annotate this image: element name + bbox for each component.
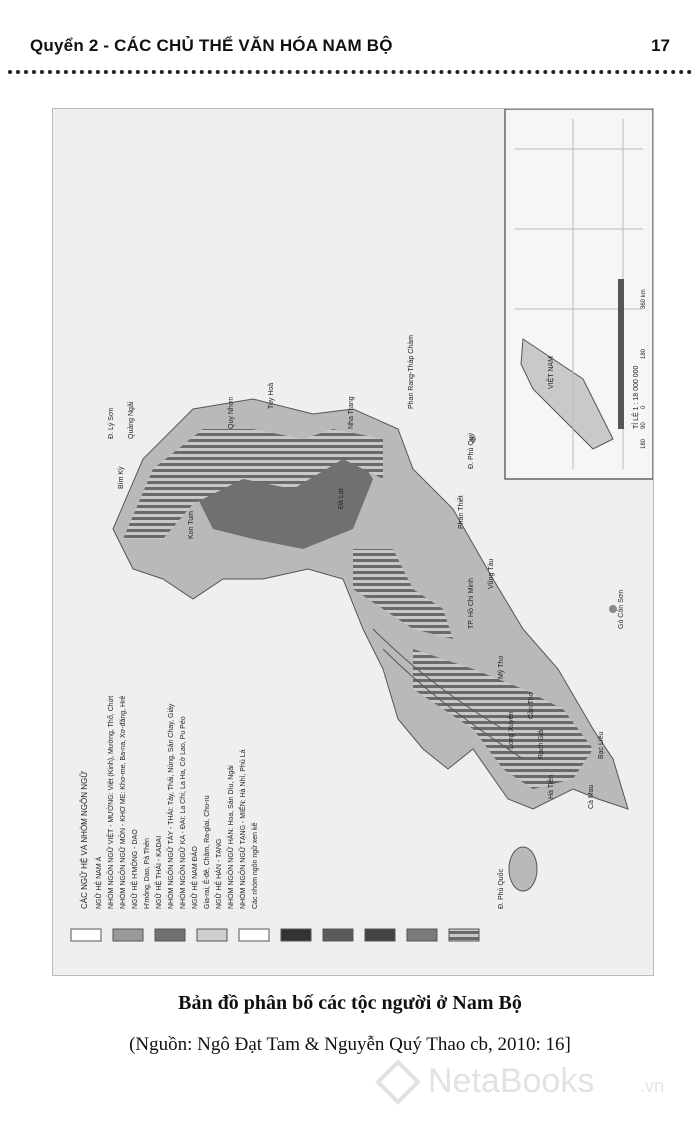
- legend-swatch: [71, 929, 101, 941]
- legend-item: NGỮ HỆ HÁN - TẠNG: [216, 838, 223, 909]
- legend-swatch: [155, 929, 185, 941]
- place-label: Phan Thiết: [458, 495, 465, 529]
- place-label: Rạch Giá: [538, 729, 545, 759]
- watermark-text: NetaBooks: [428, 1062, 595, 1100]
- ethnic-distribution-map: [52, 108, 654, 976]
- place-label: Đ. Phú Quý: [468, 432, 475, 469]
- inset-map: [505, 109, 653, 479]
- place-label: Vũng Tàu: [488, 558, 495, 589]
- legend-swatch: [239, 929, 269, 941]
- legend-swatch: [365, 929, 395, 941]
- inset-scale-tick: 180: [641, 438, 647, 449]
- place-label: Long Xuyên: [508, 711, 515, 749]
- header-divider: [8, 70, 692, 74]
- legend-item: Các nhóm ngôn ngữ xen kẽ: [252, 822, 259, 909]
- legend-swatch: [281, 929, 311, 941]
- place-label: Quy Nhơn: [228, 396, 235, 429]
- legend-swatch: [449, 929, 479, 941]
- place-label: Nha Trang: [348, 396, 355, 429]
- header-title: Quyển 2 - CÁC CHỦ THỂ VĂN HÓA NAM BỘ: [30, 36, 393, 55]
- place-label: Tuy Hoà: [268, 382, 275, 409]
- legend-item: NHÓM NGÔN NGỮ TÀY - THÁI: Tày, Thái, Nùng, Sán Chay, Giáy: [168, 703, 175, 909]
- legend-item: NHÓM NGÔN NGỮ TẠNG - MIẾN: Hà Nhì, Phù Lá: [240, 749, 247, 909]
- legend-item: NGỮ HỆ H'MÔNG - DAO: [132, 829, 139, 909]
- legend-item: NGỮ HỆ NAM ĐẢO: [192, 846, 199, 909]
- legend-swatch: [113, 929, 143, 941]
- inset-scale-tick: 90: [641, 422, 647, 429]
- netabooks-watermark-logo: [368, 1052, 688, 1112]
- legend-title: CÁC NGỮ HỆ VÀ NHÓM NGÔN NGỮ: [80, 770, 89, 909]
- inset-scale-label: TỈ LỆ 1 : 18 000 000: [633, 365, 640, 429]
- place-label: Phan Rang-Tháp Chàm: [408, 335, 415, 409]
- place-label: Đ. Phú Quốc: [498, 868, 505, 909]
- island-phu-quoc: [509, 847, 537, 891]
- watermark-suffix: .vn: [640, 1076, 665, 1096]
- legend-item: NHÓM NGÔN NGỮ HÁN: Hoa, Sán Dìu, Ngái: [228, 765, 235, 909]
- place-label: Bìm Kỳ: [118, 466, 125, 489]
- legend-item: H'mông, Dao, Pà Thẻn: [144, 838, 151, 909]
- place-label: Gò Côn Sơn: [618, 589, 625, 629]
- place-label: Đ. Lý Sơn: [108, 407, 115, 439]
- legend-swatch: [407, 929, 437, 941]
- place-label: Cần Thơ: [528, 691, 535, 719]
- figure-caption-source: (Nguồn: Ngô Đạt Tam & Nguyễn Quý Thao cb, 2010: 16]: [129, 1034, 571, 1055]
- inset-scale-tick: 360 km: [641, 289, 647, 309]
- inset-country-label: VIỆT NAM: [548, 356, 555, 389]
- place-label: Bạc Liêu: [598, 731, 605, 759]
- place-label: Mỹ Tho: [498, 655, 505, 679]
- place-label: Đà Lạt: [338, 488, 345, 509]
- place-label: Hà Tiên: [548, 774, 555, 799]
- island-con-son: [609, 605, 617, 613]
- legend-item: NHÓM NGÔN NGỮ KA - ĐAI: La Chí, La Ha, Cờ Lao, Pu Péo: [180, 716, 187, 909]
- inset-scale-tick: 180: [641, 348, 647, 359]
- legend-item: NHÓM NGÔN NGỮ MÔN - KHƠ ME: Khơ-me, Ba-na, Xơ-đăng, Hrê: [120, 695, 127, 909]
- legend-swatch: [197, 929, 227, 941]
- legend-item: Gia-rai, Ê-đê, Chăm, Ra-glai, Chu-ru: [204, 795, 211, 909]
- inset-scale-tick: 0: [641, 405, 647, 409]
- page-number: 17: [651, 36, 670, 55]
- figure-caption-title: Bản đồ phân bố các tộc người ở Nam Bộ: [178, 992, 522, 1014]
- running-header: [28, 34, 672, 62]
- legend-item: NGỮ HỆ THÁI - KADAI: [156, 835, 163, 909]
- map-figure: [53, 109, 653, 975]
- place-label: Quảng Ngãi: [128, 401, 135, 439]
- legend-item: NHÓM NGÔN NGỮ VIỆT - MƯỜNG: Việt (Kinh), Mường, Thổ, Chứt: [108, 695, 115, 909]
- place-label: TP. Hồ Chí Minh: [468, 578, 475, 629]
- legend-item: NGỮ HỆ NAM Á: [96, 856, 103, 909]
- legend-swatch: [323, 929, 353, 941]
- place-label: Kon Tum: [188, 510, 195, 539]
- place-label: Cà Mau: [588, 784, 595, 809]
